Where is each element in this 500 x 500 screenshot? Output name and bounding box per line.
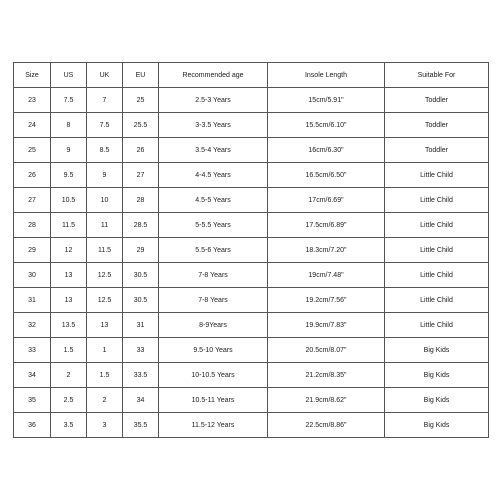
cell-recommended-age: 10.5-11 Years	[159, 388, 268, 413]
cell-recommended-age: 4.5-5 Years	[159, 188, 268, 213]
cell-size: 25	[14, 138, 51, 163]
cell-size: 23	[14, 88, 51, 113]
cell-uk: 11	[87, 213, 123, 238]
cell-suitable-for: Toddler	[385, 138, 489, 163]
cell-insole-length: 17.5cm/6.89"	[268, 213, 385, 238]
cell-us: 11.5	[51, 213, 87, 238]
cell-uk: 9	[87, 163, 123, 188]
header-row	[14, 63, 489, 88]
table-row	[14, 213, 489, 238]
cell-recommended-age: 11.5-12 Years	[159, 413, 268, 438]
cell-eu: 34	[123, 388, 159, 413]
cell-uk: 7.5	[87, 113, 123, 138]
cell-recommended-age: 5.5-6 Years	[159, 238, 268, 263]
cell-size: 29	[14, 238, 51, 263]
cell-insole-length: 15.5cm/6.10"	[268, 113, 385, 138]
cell-suitable-for: Big Kids	[385, 413, 489, 438]
header-uk: UK	[87, 63, 123, 88]
cell-recommended-age: 4-4.5 Years	[159, 163, 268, 188]
header-recommended-age: Recommended age	[159, 63, 268, 88]
cell-suitable-for: Big Kids	[385, 363, 489, 388]
cell-suitable-for: Little Child	[385, 313, 489, 338]
cell-us: 13	[51, 263, 87, 288]
table-row	[14, 88, 489, 113]
cell-recommended-age: 2.5-3 Years	[159, 88, 268, 113]
cell-size: 35	[14, 388, 51, 413]
cell-insole-length: 19cm/7.48"	[268, 263, 385, 288]
table-body	[14, 88, 489, 438]
cell-size: 30	[14, 263, 51, 288]
cell-us: 10.5	[51, 188, 87, 213]
cell-uk: 10	[87, 188, 123, 213]
table-row	[14, 413, 489, 438]
header-us: US	[51, 63, 87, 88]
cell-size: 28	[14, 213, 51, 238]
cell-insole-length: 16cm/6.30"	[268, 138, 385, 163]
table-row	[14, 188, 489, 213]
cell-recommended-age: 7-8 Years	[159, 288, 268, 313]
table-row	[14, 238, 489, 263]
cell-us: 7.5	[51, 88, 87, 113]
cell-insole-length: 21.9cm/8.62"	[268, 388, 385, 413]
cell-us: 8	[51, 113, 87, 138]
cell-insole-length: 21.2cm/8.35"	[268, 363, 385, 388]
cell-recommended-age: 9.5-10 Years	[159, 338, 268, 363]
cell-size: 36	[14, 413, 51, 438]
cell-size: 34	[14, 363, 51, 388]
cell-size: 26	[14, 163, 51, 188]
table-row	[14, 113, 489, 138]
cell-eu: 26	[123, 138, 159, 163]
cell-eu: 33.5	[123, 363, 159, 388]
cell-suitable-for: Little Child	[385, 288, 489, 313]
cell-size: 33	[14, 338, 51, 363]
cell-us: 3.5	[51, 413, 87, 438]
cell-eu: 29	[123, 238, 159, 263]
cell-eu: 30.5	[123, 288, 159, 313]
cell-us: 1.5	[51, 338, 87, 363]
cell-uk: 1	[87, 338, 123, 363]
table-row	[14, 163, 489, 188]
cell-recommended-age: 3-3.5 Years	[159, 113, 268, 138]
cell-us: 2.5	[51, 388, 87, 413]
cell-eu: 28	[123, 188, 159, 213]
cell-eu: 30.5	[123, 263, 159, 288]
cell-suitable-for: Little Child	[385, 238, 489, 263]
cell-insole-length: 18.3cm/7.20"	[268, 238, 385, 263]
cell-us: 2	[51, 363, 87, 388]
cell-us: 9.5	[51, 163, 87, 188]
cell-us: 13.5	[51, 313, 87, 338]
cell-eu: 35.5	[123, 413, 159, 438]
cell-suitable-for: Little Child	[385, 163, 489, 188]
cell-insole-length: 19.9cm/7.83"	[268, 313, 385, 338]
cell-us: 12	[51, 238, 87, 263]
cell-insole-length: 17cm/6.69"	[268, 188, 385, 213]
cell-uk: 2	[87, 388, 123, 413]
cell-uk: 1.5	[87, 363, 123, 388]
cell-insole-length: 19.2cm/7.56"	[268, 288, 385, 313]
size-chart-table	[13, 62, 489, 438]
cell-uk: 8.5	[87, 138, 123, 163]
cell-insole-length: 16.5cm/6.50"	[268, 163, 385, 188]
header-suitable-for: Suitable For	[385, 63, 489, 88]
cell-uk: 12.5	[87, 263, 123, 288]
cell-eu: 33	[123, 338, 159, 363]
cell-eu: 28.5	[123, 213, 159, 238]
header-insole-length: Insole Length	[268, 63, 385, 88]
table-row	[14, 288, 489, 313]
cell-insole-length: 22.5cm/8.86"	[268, 413, 385, 438]
cell-suitable-for: Big Kids	[385, 388, 489, 413]
cell-suitable-for: Little Child	[385, 213, 489, 238]
cell-eu: 31	[123, 313, 159, 338]
cell-us: 13	[51, 288, 87, 313]
cell-uk: 7	[87, 88, 123, 113]
cell-eu: 25.5	[123, 113, 159, 138]
cell-eu: 27	[123, 163, 159, 188]
cell-size: 32	[14, 313, 51, 338]
header-eu: EU	[123, 63, 159, 88]
cell-eu: 25	[123, 88, 159, 113]
cell-recommended-age: 7-8 Years	[159, 263, 268, 288]
cell-suitable-for: Toddler	[385, 113, 489, 138]
cell-suitable-for: Big Kids	[385, 338, 489, 363]
cell-insole-length: 20.5cm/8.07"	[268, 338, 385, 363]
cell-suitable-for: Toddler	[385, 88, 489, 113]
cell-size: 27	[14, 188, 51, 213]
table-row	[14, 313, 489, 338]
cell-recommended-age: 3.5-4 Years	[159, 138, 268, 163]
header-size: Size	[14, 63, 51, 88]
cell-uk: 3	[87, 413, 123, 438]
table-row	[14, 363, 489, 388]
cell-us: 9	[51, 138, 87, 163]
table-row	[14, 263, 489, 288]
cell-uk: 13	[87, 313, 123, 338]
table-row	[14, 138, 489, 163]
table-row	[14, 388, 489, 413]
cell-recommended-age: 10-10.5 Years	[159, 363, 268, 388]
cell-uk: 11.5	[87, 238, 123, 263]
cell-insole-length: 15cm/5.91"	[268, 88, 385, 113]
cell-recommended-age: 8-9Years	[159, 313, 268, 338]
cell-suitable-for: Little Child	[385, 263, 489, 288]
table-row	[14, 338, 489, 363]
cell-size: 24	[14, 113, 51, 138]
cell-suitable-for: Little Child	[385, 188, 489, 213]
cell-uk: 12.5	[87, 288, 123, 313]
cell-size: 31	[14, 288, 51, 313]
cell-recommended-age: 5-5.5 Years	[159, 213, 268, 238]
